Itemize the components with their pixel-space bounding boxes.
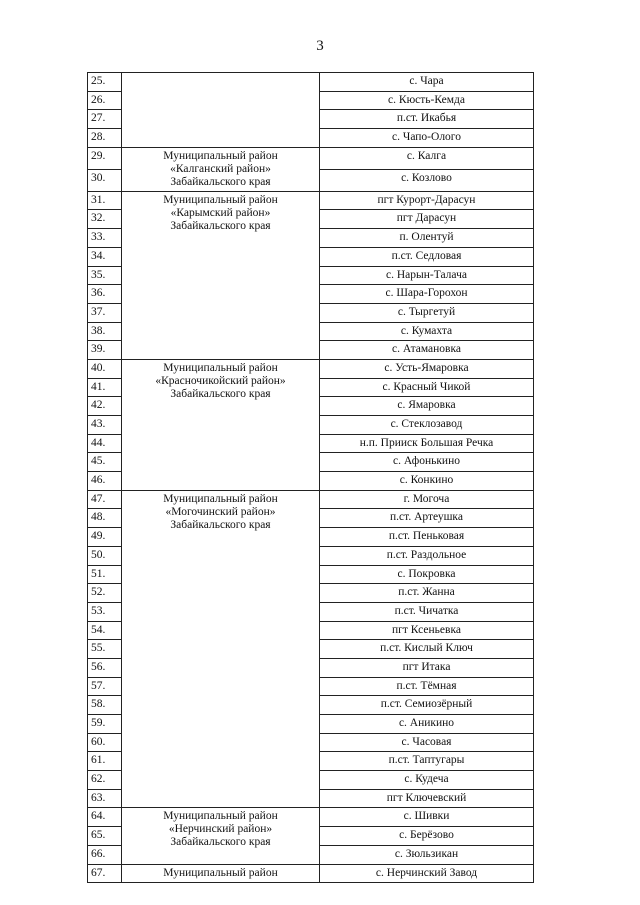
settlement-cell: п.ст. Раздольное — [320, 546, 534, 565]
row-number: 31. — [88, 191, 122, 210]
table-row — [88, 864, 534, 883]
settlements-table — [87, 72, 534, 883]
row-number: 61. — [88, 752, 122, 771]
settlement-cell: п.ст. Таптугары — [320, 752, 534, 771]
settlement-cell: с. Ямаровка — [320, 397, 534, 416]
row-number: 58. — [88, 696, 122, 715]
settlement-cell: п.ст. Артеушка — [320, 509, 534, 528]
row-number: 60. — [88, 733, 122, 752]
settlement-cell: с. Кюсть-Кемда — [320, 91, 534, 110]
row-number: 51. — [88, 565, 122, 584]
row-number: 59. — [88, 715, 122, 734]
settlement-cell: н.п. Прииск Большая Речка — [320, 434, 534, 453]
row-number: 54. — [88, 621, 122, 640]
row-number: 40. — [88, 359, 122, 378]
row-number: 48. — [88, 509, 122, 528]
page-number: 3 — [316, 38, 324, 54]
settlement-cell: п.ст. Пеньковая — [320, 528, 534, 547]
settlement-cell: п.ст. Чичатка — [320, 602, 534, 621]
table-row — [88, 73, 534, 92]
settlement-cell: с. Красный Чикой — [320, 378, 534, 397]
row-number: 55. — [88, 640, 122, 659]
row-number: 28. — [88, 129, 122, 148]
settlement-cell: с. Атамановка — [320, 341, 534, 360]
row-number: 34. — [88, 247, 122, 266]
settlement-cell: пгт Дарасун — [320, 210, 534, 229]
row-number: 29. — [88, 147, 122, 169]
row-number: 42. — [88, 397, 122, 416]
settlement-cell: п.ст. Кислый Ключ — [320, 640, 534, 659]
row-number: 49. — [88, 528, 122, 547]
row-number: 30. — [88, 169, 122, 191]
settlement-cell: с. Аникино — [320, 715, 534, 734]
district-cell — [122, 73, 320, 148]
settlement-cell: с. Афонькино — [320, 453, 534, 472]
table-row — [88, 490, 534, 509]
row-number: 67. — [88, 864, 122, 883]
row-number: 52. — [88, 584, 122, 603]
row-number: 56. — [88, 658, 122, 677]
table-row — [88, 359, 534, 378]
settlement-cell: с. Шивки — [320, 808, 534, 827]
settlement-cell: п.ст. Икабья — [320, 110, 534, 129]
settlement-cell: с. Усть-Ямаровка — [320, 359, 534, 378]
row-number: 65. — [88, 827, 122, 846]
district-cell: Муниципальный район «Нерчинский район» Забайкальского края — [122, 808, 320, 864]
row-number: 38. — [88, 322, 122, 341]
row-number: 57. — [88, 677, 122, 696]
table-row — [88, 808, 534, 827]
settlement-cell: г. Могоча — [320, 490, 534, 509]
row-number: 63. — [88, 789, 122, 808]
row-number: 41. — [88, 378, 122, 397]
district-cell: Муниципальный район «Карымский район» Забайкальского края — [122, 191, 320, 359]
settlement-cell: с. Часовая — [320, 733, 534, 752]
settlement-cell: с. Чапо-Олого — [320, 129, 534, 148]
row-number: 35. — [88, 266, 122, 285]
row-number: 26. — [88, 91, 122, 110]
settlement-cell: п.ст. Жанна — [320, 584, 534, 603]
row-number: 33. — [88, 229, 122, 248]
row-number: 64. — [88, 808, 122, 827]
row-number: 43. — [88, 416, 122, 435]
row-number: 25. — [88, 73, 122, 92]
row-number: 27. — [88, 110, 122, 129]
row-number: 62. — [88, 771, 122, 790]
district-cell: Муниципальный район «Красночикойский район» Забайкальского края — [122, 359, 320, 490]
settlement-cell: пгт Ксеньевка — [320, 621, 534, 640]
row-number: 37. — [88, 303, 122, 322]
settlement-cell: с. Чара — [320, 73, 534, 92]
row-number: 46. — [88, 472, 122, 491]
settlement-cell: с. Нерчинский Завод — [320, 864, 534, 883]
settlement-cell: с. Нарын-Талача — [320, 266, 534, 285]
row-number: 36. — [88, 285, 122, 304]
settlement-cell: с. Конкино — [320, 472, 534, 491]
row-number: 32. — [88, 210, 122, 229]
settlement-cell: с. Кудеча — [320, 771, 534, 790]
settlement-cell: с. Шара-Горохон — [320, 285, 534, 304]
table-row — [88, 147, 534, 169]
settlement-cell: пгт Курорт-Дарасун — [320, 191, 534, 210]
settlement-cell: п.ст. Седловая — [320, 247, 534, 266]
settlement-cell: с. Покровка — [320, 565, 534, 584]
settlement-cell: с. Калга — [320, 147, 534, 169]
settlement-cell: п.ст. Тёмная — [320, 677, 534, 696]
settlement-cell: пгт Ключевский — [320, 789, 534, 808]
district-cell: Муниципальный район «Калганский район» Забайкальского края — [122, 147, 320, 191]
settlement-cell: с. Тыргетуй — [320, 303, 534, 322]
row-number: 47. — [88, 490, 122, 509]
row-number: 44. — [88, 434, 122, 453]
settlement-cell: с. Стеклозавод — [320, 416, 534, 435]
row-number: 53. — [88, 602, 122, 621]
row-number: 50. — [88, 546, 122, 565]
row-number: 66. — [88, 845, 122, 864]
row-number: 45. — [88, 453, 122, 472]
settlement-cell: с. Зюльзикан — [320, 845, 534, 864]
settlement-cell: п. Олентуй — [320, 229, 534, 248]
settlement-cell: с. Берёзово — [320, 827, 534, 846]
row-number: 39. — [88, 341, 122, 360]
settlement-cell: с. Кумахта — [320, 322, 534, 341]
settlement-cell: п.ст. Семиозёрный — [320, 696, 534, 715]
settlement-cell: с. Козлово — [320, 169, 534, 191]
district-cell: Муниципальный район — [122, 864, 320, 883]
table-row — [88, 191, 534, 210]
district-cell: Муниципальный район «Могочинский район» Забайкальского края — [122, 490, 320, 808]
settlement-cell: пгт Итака — [320, 658, 534, 677]
